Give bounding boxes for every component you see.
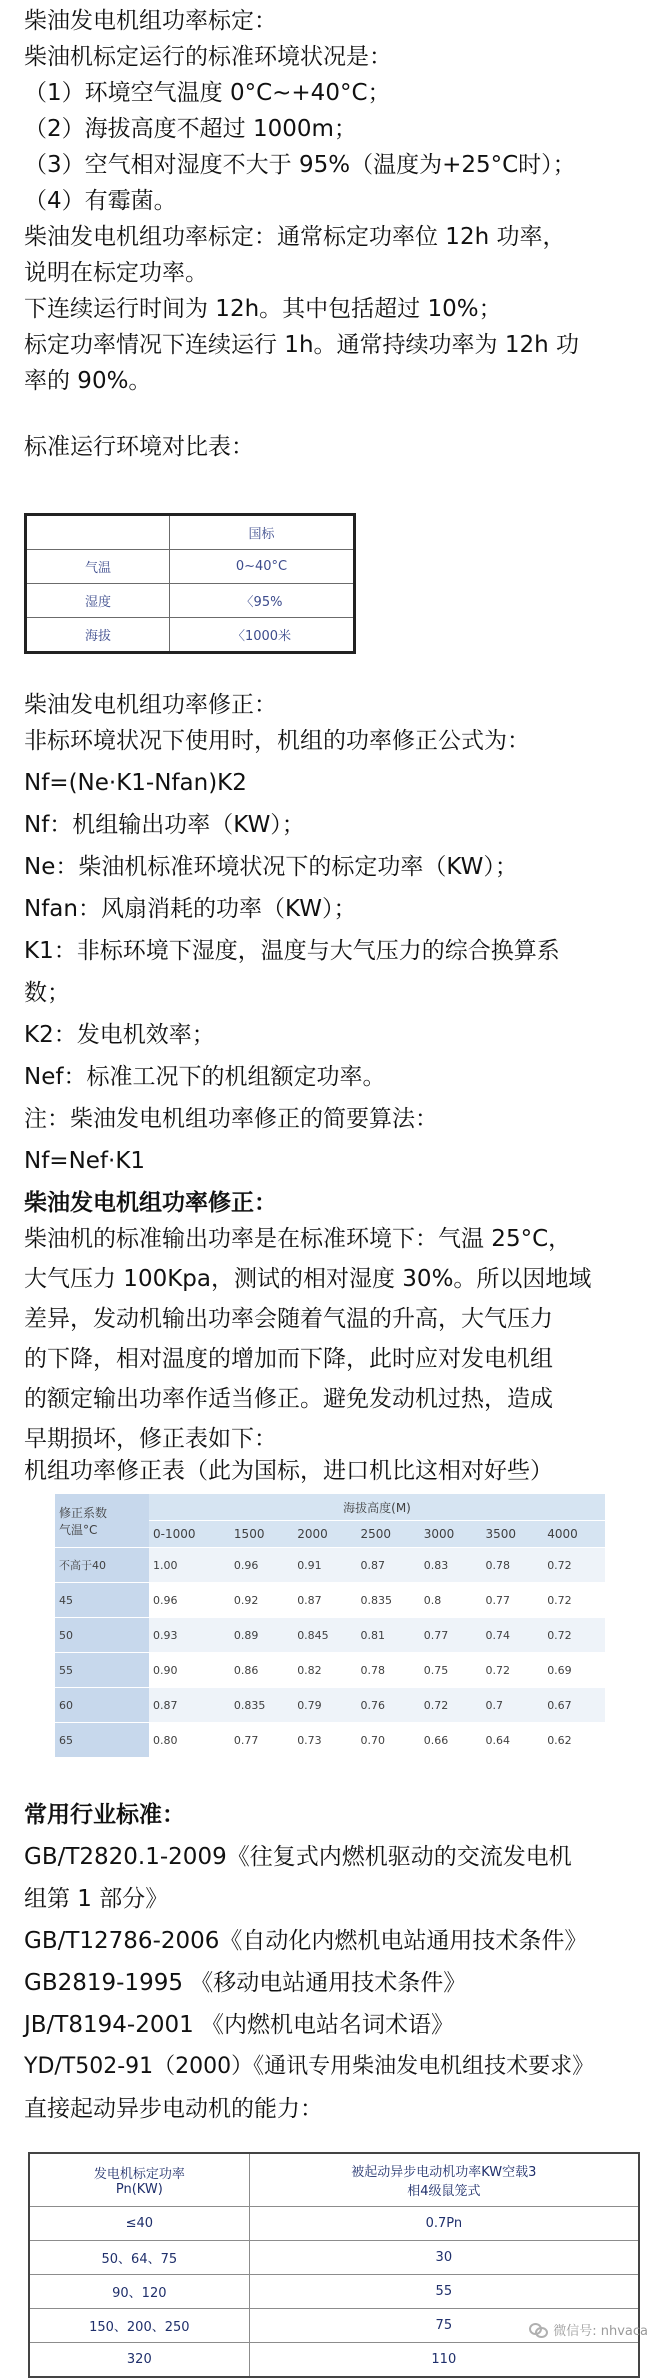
- text-line: （3）空气相对湿度不大于 95%（温度为+25°C时）；: [24, 152, 576, 178]
- value-cell: 0.96: [230, 1548, 293, 1583]
- value-cell: 0.70: [356, 1723, 419, 1758]
- altitude-cell: 2500: [356, 1521, 419, 1548]
- environment-table: [24, 513, 356, 654]
- table-row: [26, 584, 355, 618]
- section-heading: 柴油发电机组功率修正：: [24, 692, 277, 718]
- text-line: JB/T8194-2001 《内燃机电站名词术语》: [24, 2012, 455, 2038]
- altitude-cell: 4000: [543, 1521, 605, 1548]
- altitude-cell: 3000: [420, 1521, 482, 1548]
- value-cell: 0.72: [481, 1653, 543, 1688]
- text-line: 数；: [24, 980, 70, 1006]
- value-cell: 0.80: [149, 1723, 230, 1758]
- value-cell: 0.69: [543, 1653, 605, 1688]
- value-cell: 0.7: [481, 1688, 543, 1723]
- altitude-header: 海拔高度(M): [149, 1494, 605, 1521]
- table-cell: 75: [249, 2309, 639, 2343]
- text-line: 的下降，相对温度的增加而下降，此时应对发电机组: [24, 1346, 553, 1372]
- value-cell: 0.81: [356, 1618, 419, 1653]
- corner-label: 气温°C: [59, 1522, 98, 1537]
- table-cell: 〈95%: [170, 584, 355, 618]
- value-cell: 0.835: [230, 1688, 293, 1723]
- value-cell: 0.78: [481, 1548, 543, 1583]
- value-cell: 0.835: [356, 1583, 419, 1618]
- value-cell: 0.72: [420, 1688, 482, 1723]
- value-cell: 0.64: [481, 1723, 543, 1758]
- altitude-cell: 1500: [230, 1521, 293, 1548]
- value-cell: 0.79: [293, 1688, 356, 1723]
- text-line: 差异，发动机输出功率会随着气温的升高，大气压力: [24, 1306, 553, 1332]
- text-line: （4）有霉菌。: [24, 188, 177, 214]
- temp-cell: 65: [55, 1723, 149, 1758]
- text-line: （2）海拔高度不超过 1000m；: [24, 116, 357, 142]
- value-cell: 0.87: [149, 1688, 230, 1723]
- text-line: K2：发电机效率；: [24, 1022, 215, 1048]
- section-heading: 柴油发电机组功率修正：: [24, 1190, 277, 1216]
- text-line: Nfan：风扇消耗的功率（KW）；: [24, 896, 357, 922]
- value-cell: 0.67: [543, 1688, 605, 1723]
- table-row: [26, 618, 355, 653]
- value-cell: 0.78: [356, 1653, 419, 1688]
- value-cell: 0.74: [481, 1618, 543, 1653]
- text-line: GB/T2820.1-2009《往复式内燃机驱动的交流发电机: [24, 1844, 572, 1870]
- text-line: 非标环境状况下使用时，机组的功率修正公式为：: [24, 728, 530, 754]
- table-row: [29, 2241, 639, 2275]
- motor-capacity-table: [28, 2152, 640, 2378]
- table-row: [55, 1583, 605, 1618]
- text-line: 率的 90%。: [24, 368, 152, 394]
- value-cell: 0.87: [356, 1548, 419, 1583]
- value-cell: 0.83: [420, 1548, 482, 1583]
- wechat-icon: [529, 2322, 547, 2338]
- temp-cell: 45: [55, 1583, 149, 1618]
- altitude-cell: 2000: [293, 1521, 356, 1548]
- text-line: Ne：柴油机标准环境状况下的标定功率（KW）；: [24, 854, 518, 880]
- header-line: 发电机标定功率: [93, 2167, 185, 2182]
- table-cell: 110: [249, 2343, 639, 2378]
- text-line: （1）环境空气温度 0°C~+40°C；: [24, 80, 391, 106]
- header-line: 相4级鼠笼式: [407, 2184, 481, 2199]
- table-cell: 320: [29, 2343, 249, 2378]
- table-row: [29, 2275, 639, 2309]
- text-line: 说明在标定功率。: [24, 260, 208, 286]
- text-line: K1：非标环境下湿度，温度与大气压力的综合换算系: [24, 938, 560, 964]
- text-line: Nef：标准工况下的机组额定功率。: [24, 1064, 386, 1090]
- table-header-cell: 国标: [170, 515, 355, 550]
- table-row: [55, 1653, 605, 1688]
- value-cell: 0.72: [543, 1583, 605, 1618]
- value-cell: 0.8: [420, 1583, 482, 1618]
- value-cell: 0.845: [293, 1618, 356, 1653]
- table-row: [29, 2207, 639, 2241]
- power-correction-table: [55, 1494, 605, 1757]
- formula: Nf=(Ne·K1-Nfan)K2: [24, 770, 247, 796]
- value-cell: 0.76: [356, 1688, 419, 1723]
- table-header-cell: [29, 2153, 249, 2207]
- text-line: 标定功率情况下连续运行 1h。通常持续功率为 12h 功: [24, 332, 579, 358]
- text-line: 早期损坏，修正表如下：: [24, 1426, 277, 1452]
- corner-label: 修正系数: [59, 1505, 108, 1520]
- text-line: 大气压力 100Kpa，测试的相对湿度 30%。所以因地域: [24, 1266, 592, 1292]
- text-line: 柴油发电机组功率标定：通常标定功率位 12h 功率，: [24, 224, 566, 250]
- formula: Nf=Nef·K1: [24, 1148, 146, 1174]
- text-line: 下连续运行时间为 12h。其中包括超过 10%；: [24, 296, 502, 322]
- value-cell: 0.96: [149, 1583, 230, 1618]
- table-cell: 55: [249, 2275, 639, 2309]
- value-cell: 0.91: [293, 1548, 356, 1583]
- value-cell: 0.62: [543, 1723, 605, 1758]
- table-row: [55, 1688, 605, 1723]
- value-cell: 0.89: [230, 1618, 293, 1653]
- text-line: 的额定输出功率作适当修正。避免发动机过热，造成: [24, 1386, 553, 1412]
- section-heading: 机组功率修正表（此为国标，进口机比这相对好些）: [24, 1458, 553, 1484]
- altitude-cell: 3500: [481, 1521, 543, 1548]
- section-heading: 常用行业标准：: [24, 1802, 185, 1828]
- value-cell: 0.77: [230, 1723, 293, 1758]
- text-line: 柴油机标定运行的标准环境状况是：: [24, 44, 392, 70]
- table-row: [26, 550, 355, 584]
- text-line: Nf：机组输出功率（KW）；: [24, 812, 305, 838]
- text-line: 组第 1 部分》: [24, 1886, 169, 1912]
- value-cell: 1.00: [149, 1548, 230, 1583]
- value-cell: 0.72: [543, 1548, 605, 1583]
- table-cell: 30: [249, 2241, 639, 2275]
- table-cell: 0.7Pn: [249, 2207, 639, 2241]
- text-line: GB/T12786-2006《自动化内燃机电站通用技术条件》: [24, 1928, 588, 1954]
- table-cell: 湿度: [26, 584, 170, 618]
- table-row: [29, 2343, 639, 2378]
- value-cell: 0.82: [293, 1653, 356, 1688]
- header-line: 被起动异步电动机功率KW空载3: [351, 2165, 537, 2180]
- table-cell: 〈1000米: [170, 618, 355, 653]
- value-cell: 0.77: [420, 1618, 482, 1653]
- table-cell: ≤40: [29, 2207, 249, 2241]
- text-line: YD/T502-91（2000）《通讯专用柴油发电机组技术要求》: [24, 2054, 595, 2079]
- text-line: 注：柴油发电机组功率修正的简要算法：: [24, 1106, 438, 1132]
- table-row: [55, 1723, 605, 1758]
- table-cell: [26, 515, 170, 550]
- altitude-cell: 0-1000: [149, 1521, 230, 1548]
- temp-cell: 60: [55, 1688, 149, 1723]
- value-cell: 0.92: [230, 1583, 293, 1618]
- section-heading: 直接起动异步电动机的能力：: [24, 2096, 323, 2122]
- watermark-text: 微信号: nhvaca: [553, 2324, 648, 2339]
- table-cell: 90、120: [29, 2275, 249, 2309]
- table-cell: 150、200、250: [29, 2309, 249, 2343]
- value-cell: 0.93: [149, 1618, 230, 1653]
- value-cell: 0.73: [293, 1723, 356, 1758]
- table-row: [55, 1618, 605, 1653]
- value-cell: 0.72: [543, 1618, 605, 1653]
- table-header-cell: [249, 2153, 639, 2207]
- watermark: [529, 2320, 648, 2339]
- value-cell: 0.75: [420, 1653, 482, 1688]
- section-heading: 标准运行环境对比表：: [24, 434, 254, 460]
- table-corner-cell: [55, 1494, 149, 1548]
- table-cell: 气温: [26, 550, 170, 584]
- table-row: [55, 1548, 605, 1583]
- text-line: 柴油发电机组功率标定：: [24, 8, 277, 34]
- text-line: GB2819-1995 《移动电站通用技术条件》: [24, 1970, 467, 1996]
- value-cell: 0.87: [293, 1583, 356, 1618]
- table-cell: 50、64、75: [29, 2241, 249, 2275]
- temp-cell: 50: [55, 1618, 149, 1653]
- table-cell: 海拔: [26, 618, 170, 653]
- header-line: Pn(KW): [115, 2182, 163, 2197]
- value-cell: 0.66: [420, 1723, 482, 1758]
- table-cell: 0~40°C: [170, 550, 355, 584]
- temp-cell: 55: [55, 1653, 149, 1688]
- value-cell: 0.86: [230, 1653, 293, 1688]
- text-line: 柴油机的标准输出功率是在标准环境下：气温 25°C，: [24, 1226, 572, 1252]
- temp-cell: 不高于40: [55, 1548, 149, 1583]
- value-cell: 0.77: [481, 1583, 543, 1618]
- value-cell: 0.90: [149, 1653, 230, 1688]
